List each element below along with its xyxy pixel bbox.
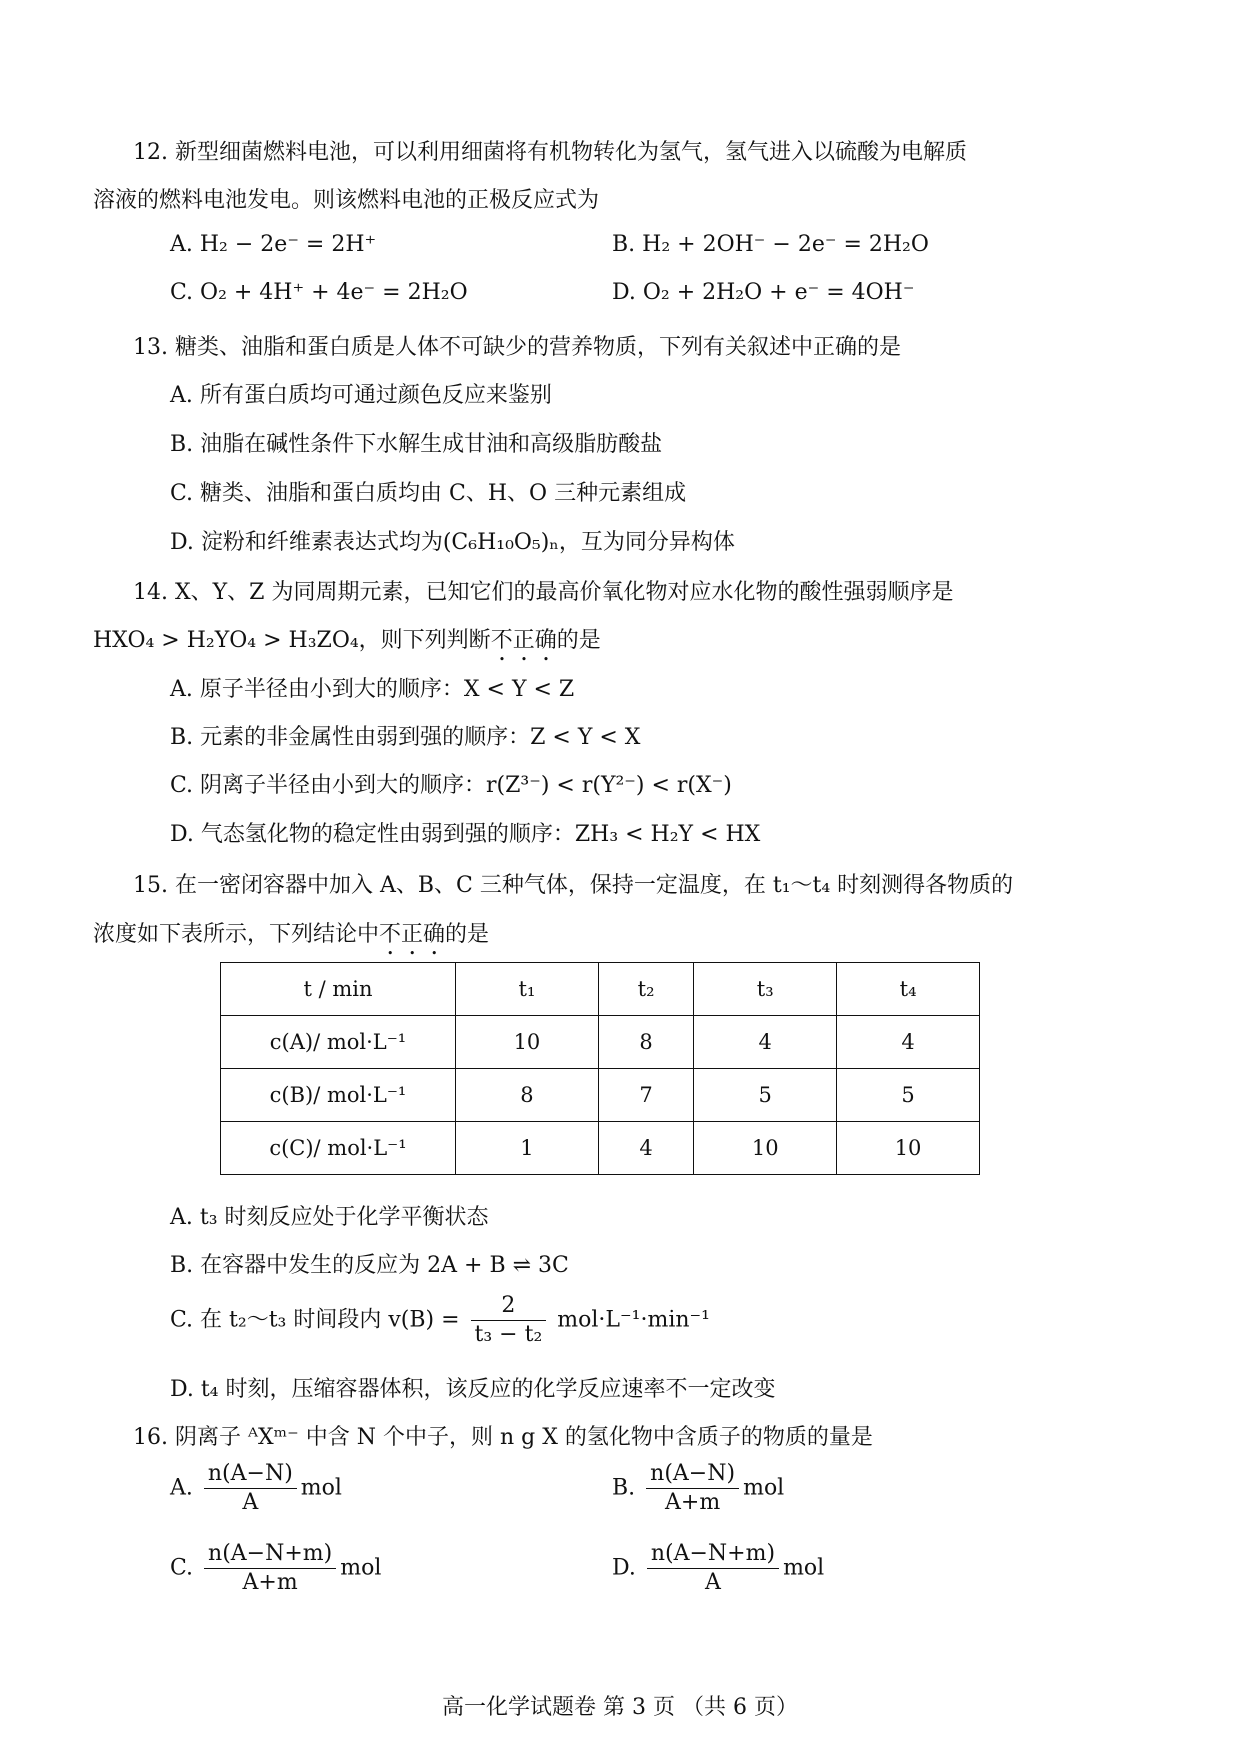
q16-option-d-fraction <box>647 1540 779 1597</box>
q16-option-a <box>170 1460 342 1517</box>
q14-stem-line1: 14. X、Y、Z 为同周期元素，已知它们的最高价氧化物对应水化物的酸性强弱顺序是 <box>133 580 954 605</box>
q16-stem: 16. 阴离子 ᴬXᵐ⁻ 中含 N 个中子，则 n g X 的氢化物中含质子的物质的量是 <box>133 1425 873 1450</box>
q13-option-c: C. 糖类、油脂和蛋白质均由 C、H、O 三种元素组成 <box>170 481 687 506</box>
table-cell: 4 <box>694 1016 837 1069</box>
q13-option-d: D. 淀粉和纤维素表达式均为(C₆H₁₀O₅)ₙ，互为同分异构体 <box>170 530 735 555</box>
q15-stem-line1: 15. 在一密闭容器中加入 A、B、C 三种气体，保持一定温度，在 t₁～t₄ 时刻测得各物质的 <box>133 873 1014 898</box>
fraction-numerator: n(A−N) <box>204 1460 297 1489</box>
fraction-denominator: t₃ − t₂ <box>474 1322 543 1347</box>
table-cell: c(B)/ mol·L⁻¹ <box>221 1069 456 1122</box>
q15-option-c-text: C. 在 t₂～t₃ 时间段内 v(B) = <box>170 1307 460 1333</box>
q15-stem-line2-end: 的是 <box>445 922 490 947</box>
table-header-cell: t₁ <box>456 963 599 1016</box>
table-cell: 4 <box>837 1016 980 1069</box>
q16-option-b-fraction <box>646 1460 739 1517</box>
q15-emphasis-not-correct: 不正确 <box>379 922 446 947</box>
fraction-numerator: n(A−N) <box>646 1460 739 1489</box>
table-row <box>221 1122 980 1175</box>
unit: mol <box>340 1555 382 1581</box>
table-cell: 4 <box>598 1122 693 1175</box>
concentration-table <box>220 962 980 1175</box>
fraction-numerator: n(A−N+m) <box>204 1540 336 1569</box>
q16-option-c <box>170 1540 381 1597</box>
fraction-denominator: A+m <box>242 1570 298 1595</box>
option-label: B. <box>612 1475 636 1501</box>
unit: mol <box>783 1555 825 1581</box>
table-header-cell: t / min <box>221 963 456 1016</box>
fraction-numerator: n(A−N+m) <box>647 1540 779 1569</box>
table-cell: c(C)/ mol·L⁻¹ <box>221 1122 456 1175</box>
table-cell: 10 <box>694 1122 837 1175</box>
table-cell: 8 <box>598 1016 693 1069</box>
q13-option-a: A. 所有蛋白质均可通过颜色反应来鉴别 <box>170 383 552 408</box>
table-row <box>221 1069 980 1122</box>
q12-stem-line1: 12. 新型细菌燃料电池，可以利用细菌将有机物转化为氢气，氢气进入以硫酸为电解质 <box>133 140 967 165</box>
fraction-numerator: 2 <box>471 1292 547 1321</box>
table-cell: 5 <box>837 1069 980 1122</box>
q14-stem-line2 <box>93 623 601 666</box>
q16-option-d <box>612 1540 824 1597</box>
q15-option-d: D. t₄ 时刻，压缩容器体积，该反应的化学反应速率不一定改变 <box>170 1377 776 1402</box>
unit: mol <box>743 1475 785 1501</box>
q16-option-a-fraction <box>204 1460 297 1517</box>
q12-option-d: D. O₂ + 2H₂O + e⁻ = 4OH⁻ <box>612 280 915 305</box>
fraction-denominator: A+m <box>665 1490 721 1515</box>
page-footer: 高一化学试题卷 第 3 页 （共 6 页） <box>442 1695 798 1720</box>
table-cell: 10 <box>456 1016 599 1069</box>
q15-stem-line2 <box>93 917 489 960</box>
table-header-cell: t₃ <box>694 963 837 1016</box>
q15-option-c-fraction <box>471 1292 547 1349</box>
table-cell: 1 <box>456 1122 599 1175</box>
table-cell: 10 <box>837 1122 980 1175</box>
q14-stem-line2-text: HXO₄ > H₂YO₄ > H₃ZO₄，则下列判断 <box>93 628 491 653</box>
q14-option-d: D. 气态氢化物的稳定性由弱到强的顺序：ZH₃ < H₂Y < HX <box>170 822 761 847</box>
table-cell: 5 <box>694 1069 837 1122</box>
table-cell: 7 <box>598 1069 693 1122</box>
option-label: C. <box>170 1555 194 1581</box>
q13-stem: 13. 糖类、油脂和蛋白质是人体不可缺少的营养物质，下列有关叙述中正确的是 <box>133 335 901 360</box>
option-label: D. <box>612 1555 636 1581</box>
q14-stem-line2-end: 的是 <box>556 628 601 653</box>
q15-option-a: A. t₃ 时刻反应处于化学平衡状态 <box>170 1205 489 1230</box>
q14-emphasis-not-correct: 不正确 <box>490 628 557 653</box>
q14-option-a: A. 原子半径由小到大的顺序：X < Y < Z <box>170 677 575 702</box>
table-header-cell: t₄ <box>837 963 980 1016</box>
q16-option-c-fraction <box>204 1540 336 1597</box>
table-header-row <box>221 963 980 1016</box>
fraction-denominator: A <box>242 1490 259 1515</box>
unit: mol <box>300 1475 342 1501</box>
q13-option-b: B. 油脂在碱性条件下水解生成甘油和高级脂肪酸盐 <box>170 432 663 457</box>
table-cell: 8 <box>456 1069 599 1122</box>
q15-stem-line2-text: 浓度如下表所示，下列结论中 <box>93 922 380 947</box>
table-cell: c(A)/ mol·L⁻¹ <box>221 1016 456 1069</box>
q15-option-c-unit: mol·L⁻¹·min⁻¹ <box>557 1307 710 1333</box>
table-row <box>221 1016 980 1069</box>
fraction-denominator: A <box>705 1570 721 1595</box>
q12-option-c: C. O₂ + 4H⁺ + 4e⁻ = 2H₂O <box>170 280 468 305</box>
q12-stem-line2: 溶液的燃料电池发电。则该燃料电池的正极反应式为 <box>93 188 600 213</box>
q12-option-b: B. H₂ + 2OH⁻ − 2e⁻ = 2H₂O <box>612 232 929 257</box>
q15-option-c <box>170 1292 710 1349</box>
q12-option-a: A. H₂ − 2e⁻ = 2H⁺ <box>170 232 377 257</box>
option-label: A. <box>170 1475 193 1501</box>
q16-option-b <box>612 1460 784 1517</box>
table-header-cell: t₂ <box>598 963 693 1016</box>
q15-option-b: B. 在容器中发生的反应为 2A + B ⇌ 3C <box>170 1253 569 1278</box>
q14-option-b: B. 元素的非金属性由弱到强的顺序：Z < Y < X <box>170 725 641 750</box>
q14-option-c: C. 阴离子半径由小到大的顺序：r(Z³⁻) < r(Y²⁻) < r(X⁻) <box>170 773 732 798</box>
